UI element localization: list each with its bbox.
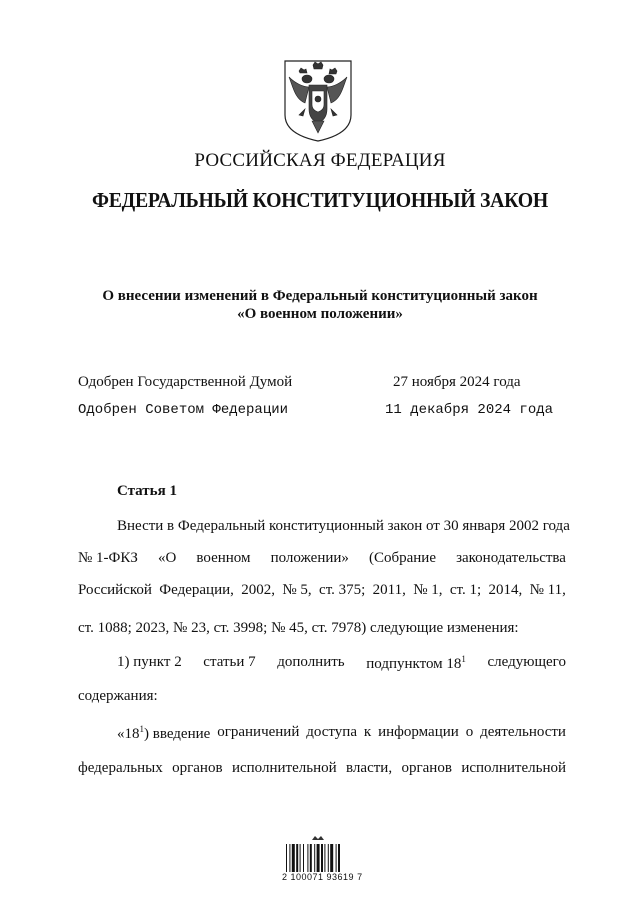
law-title-line-2: «О военном положении»: [237, 306, 403, 322]
superscript: 1: [461, 654, 466, 664]
country-name: РОССИЙСКАЯ ФЕДЕРАЦИЯ: [194, 150, 446, 171]
word: статьи 7: [203, 654, 256, 670]
article-intro-line-4: ст. 1088; 2023, № 23, ст. 3998; № 45, ст. 7978) следующие изменения:: [78, 620, 519, 636]
word: исполнительной: [461, 760, 566, 776]
federation-council-approval-label: Одобрен Советом Федерации: [78, 402, 289, 418]
barcode-bar: [324, 844, 325, 872]
word: следующего: [487, 654, 566, 670]
word: 1) пункт 2: [117, 654, 182, 670]
federation-council-approval-date: 11 декабря 2024 года: [385, 402, 554, 418]
law-title-line-1: О внесении изменений в Федеральный конституционный закон: [102, 288, 538, 304]
quote-line-2: [78, 760, 566, 777]
word: дополнить: [277, 654, 345, 670]
word: Российской: [78, 582, 152, 598]
barcode-bar: [328, 844, 329, 872]
barcode-bar: [296, 844, 298, 872]
word: деятельности: [480, 724, 566, 740]
barcode-bar: [336, 844, 337, 872]
word: законодательства: [456, 550, 566, 566]
word: (Собрание: [368, 550, 436, 566]
word: 2014,: [488, 582, 523, 598]
word: № 1,: [413, 582, 443, 598]
word: ст. 1;: [449, 582, 482, 598]
word: доступа: [306, 724, 357, 740]
barcode-bar: [289, 844, 290, 872]
word: «О: [158, 550, 177, 566]
barcode-bar: [310, 844, 312, 872]
word: исполнительной: [231, 760, 337, 776]
word: № 1-ФКЗ: [78, 550, 138, 566]
word: информации: [378, 724, 459, 740]
word-with-superscript: «$18^1$) введение: [117, 724, 211, 742]
barcode-emblem-icon: [312, 836, 324, 840]
word: к: [363, 724, 372, 740]
word: о: [465, 724, 474, 740]
word: Федерации,: [159, 582, 234, 598]
barcode-bar: [303, 844, 304, 872]
barcode: [284, 834, 358, 876]
barcode-bar: [292, 844, 295, 872]
word: органов: [401, 760, 452, 776]
word: ст. 375;: [319, 582, 366, 598]
word: 2011,: [372, 582, 406, 598]
word: положении»: [270, 550, 349, 566]
barcode-bar: [286, 844, 287, 872]
word: 2002,: [241, 582, 275, 598]
quote-line-1: [117, 724, 566, 743]
barcode-bar: [338, 844, 340, 872]
word: власти,: [346, 760, 393, 776]
barcode-bar: [307, 844, 308, 872]
coat-of-arms-emblem: [279, 57, 357, 143]
word: № 11,: [529, 582, 566, 598]
article-intro-line-2: [78, 550, 566, 567]
word: № 5,: [282, 582, 312, 598]
barcode-bar: [317, 844, 320, 872]
duma-approval-date: 27 ноября 2024 года: [393, 374, 521, 390]
article-intro-line-1: Внести в Федеральный конституционный закон от 30 января 2002 года: [117, 518, 570, 534]
barcode-bar: [330, 844, 333, 872]
word: федеральных: [78, 760, 163, 776]
word: органов: [172, 760, 223, 776]
law-type-heading: ФЕДЕРАЛЬНЫЙ КОНСТИТУЦИОННЫЙ ЗАКОН: [92, 188, 548, 212]
article-heading: Статья 1: [117, 483, 177, 499]
item-1-line-1: [117, 654, 566, 673]
article-intro-line-3: [78, 582, 566, 599]
item-1-line-2: содержания:: [78, 688, 158, 704]
barcode-bar: [300, 844, 301, 872]
barcode-number: 2 100071 93619 7: [282, 872, 363, 882]
duma-approval-label: Одобрен Государственной Думой: [78, 374, 293, 390]
barcode-bar: [321, 844, 323, 872]
barcode-bar: [314, 844, 315, 872]
word-with-superscript: подпунктом $18^1$: [366, 654, 466, 672]
superscript: 1: [139, 724, 144, 734]
word: ограничений: [217, 724, 300, 740]
word: военном: [196, 550, 251, 566]
